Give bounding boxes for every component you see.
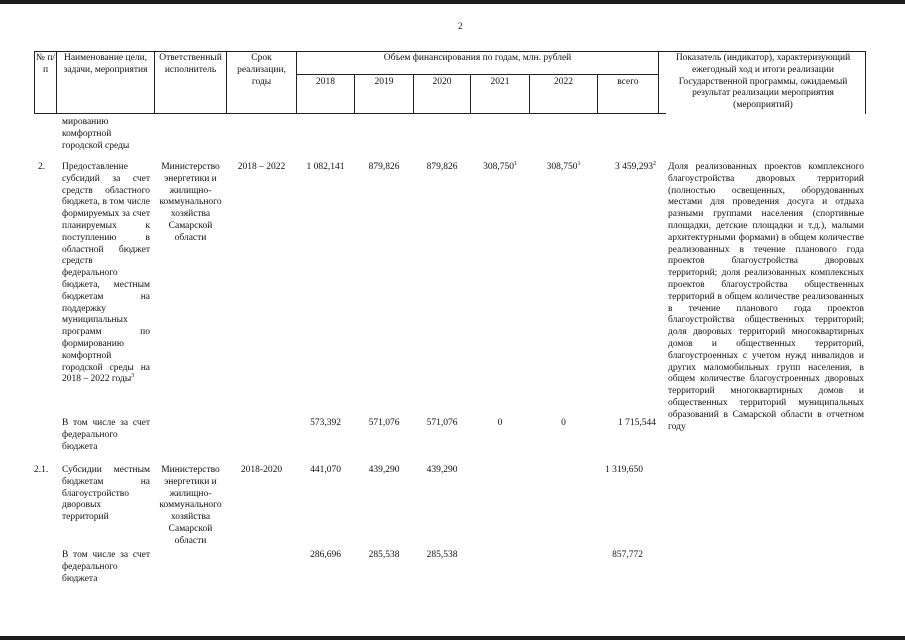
row-total [598, 162, 656, 174]
row-value-2019: 571,076 [368, 418, 400, 428]
row-value-2022 [530, 162, 597, 174]
row-value-2022: 0 [561, 418, 566, 428]
header-total: всего [617, 77, 639, 87]
row-value-2018: 441,070 [310, 465, 341, 475]
years-header-divider [296, 74, 658, 75]
footnote-mark: 1 [513, 161, 517, 167]
value-text: 308,750 [546, 162, 578, 172]
header-num: № п/п [35, 53, 56, 75]
row-value-2019: 285,538 [368, 550, 400, 560]
row-term: 2018 – 2022 [237, 162, 286, 172]
row-name: В том числе за счет федерального бюджета [62, 550, 150, 584]
footnote-mark: 2 [653, 161, 656, 167]
header-name: Наименование цели, задачи, мероприятия [63, 53, 148, 75]
row-value-2019: 439,290 [368, 465, 400, 475]
scan-bottom-edge [0, 636, 905, 640]
row-value-2021 [471, 162, 529, 174]
row-value-2020: 439,290 [426, 465, 458, 475]
indicator-text: Доля реализованных проектов комплексного благоустройства дворовых территорий (полностью освещенных, оборудованных местами для проведения досуга и отдыха разными группами населения (спортивные площадки, детские площадки и т.д.), малыми архитектурными формами) в общем количестве реализованных в течение планового года проектов благоустройства дворовых территорий; доля реализованных комплексных проектов благоустройства общественных территорий в общем количестве реализованных в течение планового года проектов благоустройства общественных территорий; доля дворовых территорий многоквартирных домов и общественных территорий, благоустроенных с учетом нужд инвалидов и других маломобильных групп населения, в общем количестве благоустроенных дворовых территорий многоквартирных домов и общественных территорий муниципальных образований в Самарской области в отчетном году [668, 162, 864, 432]
value-text: 3 459,293 [615, 162, 653, 172]
footnote-mark: 3 [131, 373, 135, 380]
row-value-2019: 879,826 [368, 162, 400, 172]
row-name-text: Предоставление субсидий за счет средств областного бюджета, в том числе формируемых за счет планируемых к поступлению в областной бюджет средств федерального бюджета, местным бюджетам на поддержку муниципальных программ по формированию комфортной городской среды на 2018 – 2022 годы [62, 162, 150, 385]
row-total: 1 715,544 [618, 418, 656, 428]
row-total: 1 319,650 [605, 465, 643, 475]
row-value-2021: 0 [497, 418, 503, 428]
row-num: 2. [38, 162, 46, 172]
row-value-2018: 286,696 [310, 550, 341, 560]
row-name: Субсидии местным бюджетам на благоустройство дворовых территорий [62, 465, 150, 523]
col-border-10 [658, 51, 659, 114]
row-term: 2018-2020 [240, 465, 283, 475]
row-executor: Министерство энергетики и жилищно-коммунального хозяйства Самарской области [159, 465, 222, 546]
header-indicator: Показатель (индикатор), характеризующий ежегодный ход и итоги реализации Государственной программы, ожидаемый результат реализации мероприятия (мероприятий) [675, 53, 851, 111]
header-year-2018: 2018 [316, 77, 335, 87]
header-bottom-border [34, 113, 666, 114]
row-executor: Министерство энергетики и жилищно-коммунального хозяйства Самарской области [159, 162, 222, 243]
header-executor: Ответственный исполнитель [159, 53, 222, 75]
row-value-2020: 285,538 [426, 550, 458, 560]
row-value-2018: 573,392 [310, 418, 341, 428]
header-term: Срок реализации, годы [237, 53, 286, 87]
row-total: 857,772 [612, 550, 643, 560]
header-year-2022: 2022 [554, 77, 573, 87]
header-year-2019: 2019 [374, 77, 394, 87]
row-name: В том числе за счет федерального бюджета [62, 418, 150, 452]
value-text: 308,750 [483, 162, 514, 172]
header-year-2020: 2020 [432, 77, 452, 87]
header-financing: Объем финансирования по годам, млн. рублей [383, 53, 572, 63]
continuation-text: мированию комфортной городской среды [62, 117, 130, 151]
row-value-2018: 1 082,141 [306, 162, 345, 172]
col-border-11 [865, 51, 866, 114]
table-top-border [34, 51, 865, 52]
page-number: 2 [458, 21, 463, 31]
row-value-2020: 571,076 [426, 418, 458, 428]
footnote-mark: 1 [577, 161, 581, 167]
row-num: 2.1. [34, 465, 49, 475]
scan-top-edge [0, 0, 905, 4]
row-name [62, 162, 150, 386]
row-value-2020: 879,826 [426, 162, 458, 172]
header-year-2021: 2021 [490, 77, 510, 87]
